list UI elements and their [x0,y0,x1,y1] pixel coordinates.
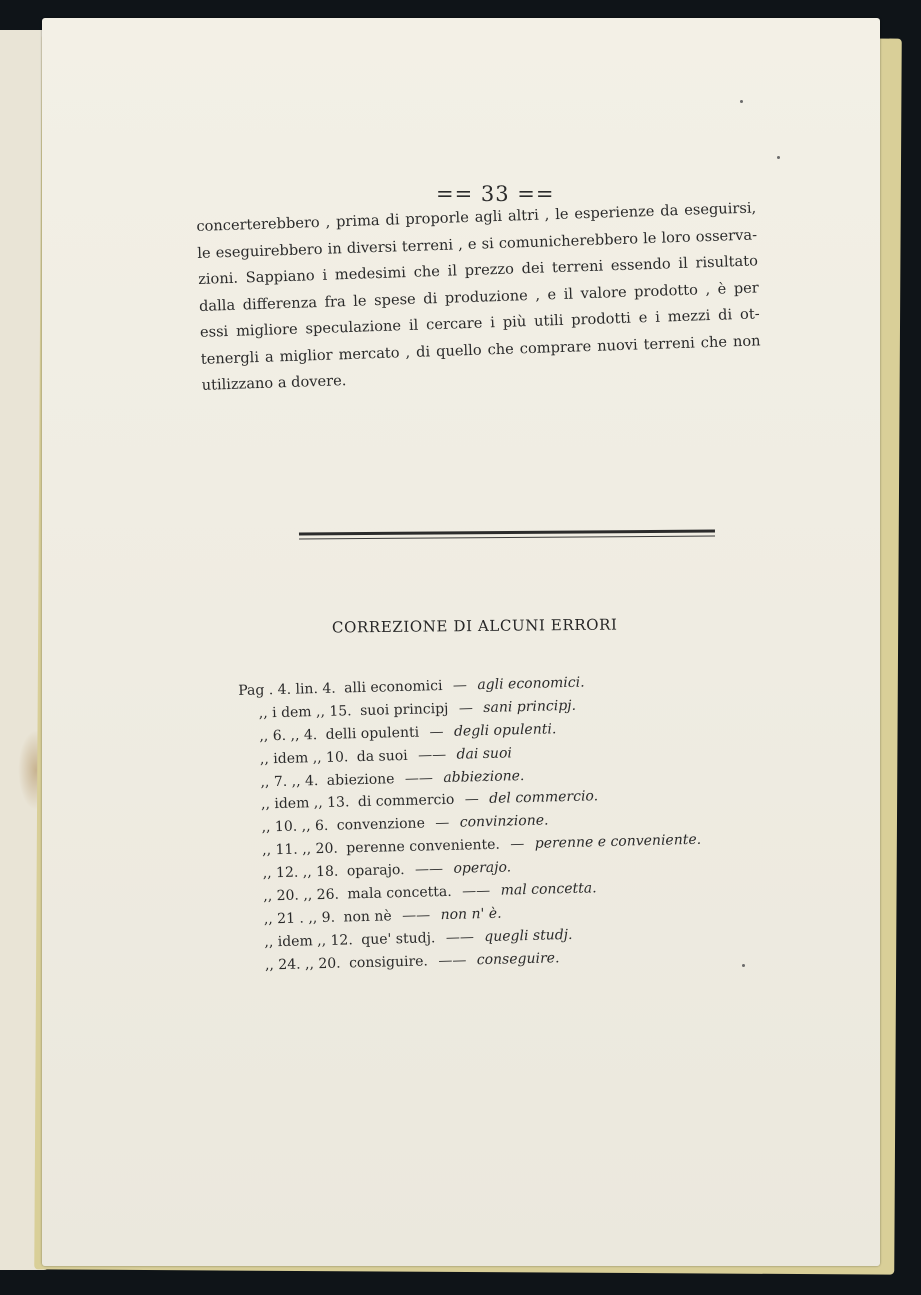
errata-correct: non n' è. [440,905,502,924]
errata-wrong: delli opulenti [325,724,420,743]
paragraph-line: utilizzano a dovere. [201,372,347,394]
errata-ref: ,, 12. ,, 18. [262,863,339,882]
errata-correct: convinzione. [459,812,549,831]
paragraph-line: zioni. Sappiano i medesimi che il prezzo dei terreni essendo il risultato [197,252,759,288]
errata-dash: —— [404,769,434,787]
errata-correct: agli economici. [477,674,585,694]
errata-ref: ,, idem ,, 13. [260,794,350,813]
errata-ref: ,, 6. ,, 4. [259,726,318,745]
errata-title: CORREZIONE DI ALCUNI ERRORI [331,615,618,637]
errata-ref: ,, 7. ,, 4. [260,772,319,791]
errata-dash: —— [445,929,475,946]
errata-ref: Pag . 4. lin. 4. [238,680,336,699]
paragraph-line: dalla differenza fra le spese di produzione , e il valore prodotto , è per [198,278,760,315]
errata-correct: dai suoi [456,745,513,763]
paragraph-line: tenergli a miglior mercato , di quello che comprare nuovi terreni che non [200,331,761,368]
body-paragraph [196,195,762,399]
errata-ref: ,, 10. ,, 6. [261,818,329,836]
errata-ref: ,, 20. ,, 26. [263,886,340,905]
errata-correct: mal concetta. [500,880,597,899]
errata-dash: — [464,791,479,808]
paragraph-line: le eseguirebbero in diversi terreni , e si comunicherebbero le loro osserva- [197,225,758,262]
section-divider [299,530,715,541]
errata-wrong: convenzione [336,815,426,834]
errata-dash: —— [438,952,467,969]
paper-speck [742,964,745,967]
errata-wrong: mala concetta. [347,883,452,903]
errata-dash: — [452,677,468,694]
errata-wrong: que' studj. [361,930,436,948]
errata-dash: — [435,815,450,832]
errata-dash: — [429,723,444,741]
paragraph-line: concerterebbero , prima di proporle agli altri , le esperienze da eseguirsi, [196,199,757,235]
errata-wrong: perenne conveniente. [346,836,501,857]
errata-dash: —— [461,882,491,900]
paragraph-line: essi migliore speculazione il cercare i più utili prodotti e i mezzi di ot- [199,305,760,341]
divider-thin-line [299,536,715,540]
errata-dash: —— [414,861,444,878]
errata-ref: ,, 24. ,, 20. [264,955,341,974]
errata-dash: — [510,836,525,853]
errata-correct: del commercio. [489,788,599,808]
errata-correct: abbiezione. [443,767,525,786]
errata-ref: ,, 11. ,, 20. [261,840,339,859]
errata-correct: operajo. [453,859,512,877]
errata-ref: ,, idem ,, 10. [259,749,349,768]
errata-dash: —— [401,907,431,924]
errata-wrong: suoi principj [359,700,449,719]
divider-thick-line [299,530,715,536]
errata-wrong: non nè [343,908,392,926]
errata-correct: degli opulenti. [453,721,557,740]
errata-correct: conseguire. [476,949,560,968]
errata-correct: sani principj. [483,697,577,716]
errata-wrong: abiezione [326,770,395,789]
errata-correct: perenne e conveniente. [534,831,702,853]
paper-speck [740,100,743,103]
errata-dash: — [458,700,474,717]
errata-wrong: alli economici [343,678,443,697]
errata-dash: —— [417,746,447,764]
paper-speck [777,156,780,159]
errata-ref: ,, 21 . ,, 9. [263,909,336,928]
errata-ref: ,, idem ,, 12. [264,932,354,951]
errata-wrong: di commercio [357,792,455,811]
errata-wrong: oparajo. [346,862,405,880]
errata-wrong: consiguire. [348,953,429,972]
errata-correct: quegli studj. [484,926,573,945]
page-number: == 33 == [436,182,555,206]
errata-wrong: da suoi [356,747,408,765]
errata-ref: ,, i dem ,, 15. [258,703,352,722]
document-page [42,18,880,1266]
errata-list [238,668,725,977]
